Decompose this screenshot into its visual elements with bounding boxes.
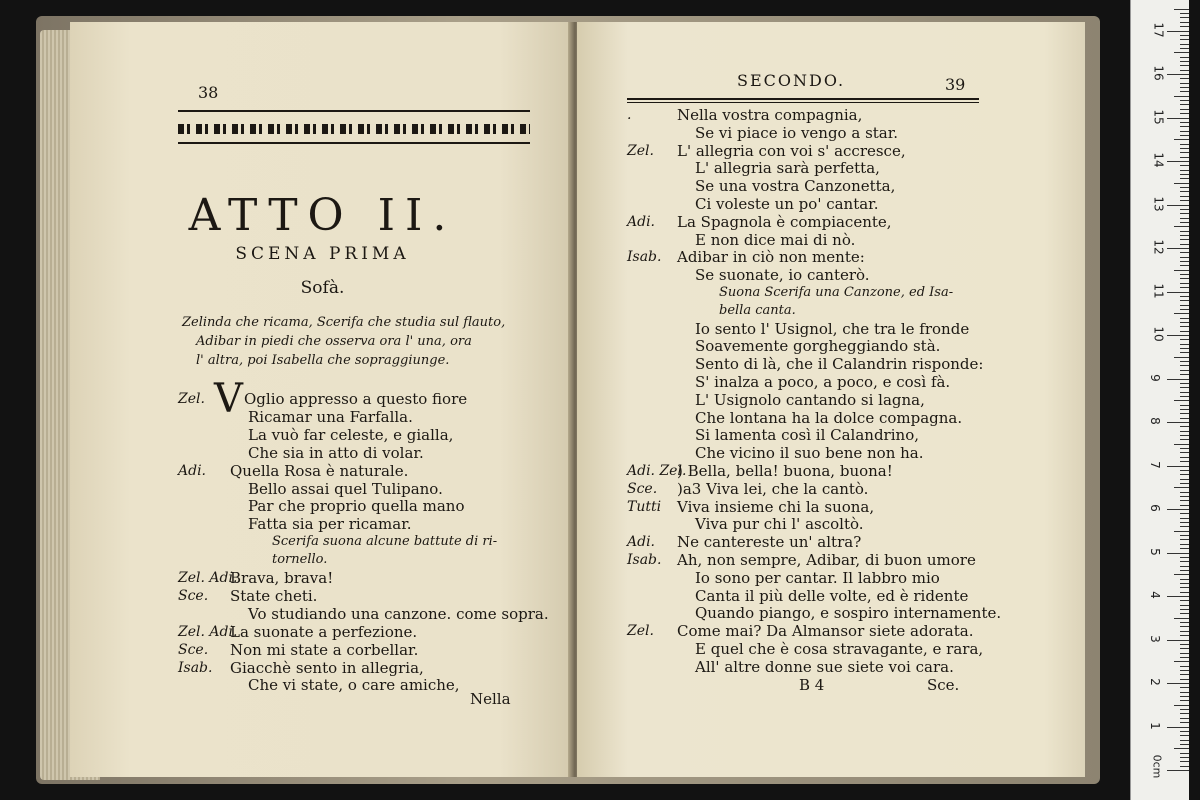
ruler-tick [1180, 744, 1189, 745]
header-rule [627, 98, 979, 100]
ruler-tick [1167, 683, 1189, 684]
ruler-tick [1180, 579, 1189, 580]
ruler-number: 5 [1147, 547, 1162, 556]
ruler-tick [1180, 318, 1189, 319]
ruler-tick [1180, 352, 1189, 353]
ruler-tick [1180, 692, 1189, 693]
ruler-tick [1180, 178, 1189, 179]
verse-line: Bello assai quel Tulipano. [248, 479, 443, 498]
ruler-tick [1180, 761, 1189, 762]
stage-direction-line: Zelinda che ricama, Scerifa che studia sul flauto, [182, 315, 506, 330]
ruler-tick [1180, 526, 1189, 527]
ruler-tick [1180, 696, 1189, 697]
ruler-tick [1180, 257, 1189, 258]
ruler-tick [1167, 292, 1189, 293]
ruler-number: 6 [1147, 504, 1162, 512]
ruler-tick [1180, 713, 1189, 714]
verse-line: Non mi state a corbellar. [230, 640, 419, 659]
ruler-number: 15 [1151, 108, 1166, 125]
ruler-tick [1180, 87, 1189, 88]
ruler-tick [1180, 644, 1189, 645]
ruler-tick [1180, 70, 1189, 71]
speaker-label: Zel. Adi. [178, 623, 238, 640]
verse-line: Soavemente gorgheggiando stà. [695, 337, 941, 356]
ruler-tick [1180, 187, 1189, 188]
ruler-tick [1174, 618, 1189, 619]
ruler-tick [1180, 557, 1189, 558]
ruler-tick [1180, 505, 1189, 506]
ruler-tick [1180, 157, 1189, 158]
ruler-tick [1180, 17, 1189, 18]
ruler-number: 12 [1151, 239, 1166, 255]
ruler-tick [1180, 418, 1189, 419]
ruler-tick [1167, 727, 1189, 728]
ruler-tick [1167, 118, 1189, 119]
ruler-tick [1174, 9, 1189, 10]
ruler-number: 1 [1147, 721, 1162, 730]
verse-line: Ah, non sempre, Adibar, di buon umore [677, 551, 976, 569]
ruler-tick [1180, 766, 1189, 767]
ruler-number: 17 [1151, 21, 1166, 38]
ruler-tick [1180, 348, 1189, 349]
ruler-tick [1180, 548, 1189, 549]
ruler-tick [1167, 509, 1189, 510]
ruler-tick [1180, 265, 1189, 266]
ruler-tick [1180, 283, 1189, 284]
verse-line: Nella vostra compagnia, [677, 106, 863, 124]
ruler-tick [1174, 487, 1189, 488]
verse-line: S' inalza a poco, a poco, e così fà. [695, 373, 951, 391]
verse-line: L' Usignolo cantando si lagna, [695, 390, 925, 409]
ruler-tick [1180, 722, 1189, 723]
ruler-tick [1180, 78, 1189, 79]
ruler-tick [1180, 674, 1189, 675]
ruler-tick [1180, 244, 1189, 245]
ruler-tick [1174, 661, 1189, 662]
ruler-tick [1180, 600, 1189, 601]
ruler-tick [1180, 287, 1189, 288]
ruler-tick [1180, 535, 1189, 536]
verse-line: Fatta sia per ricamar. [248, 515, 412, 534]
ruler-tick [1180, 122, 1189, 123]
speaker-label: . [627, 107, 632, 123]
ruler-tick [1174, 96, 1189, 97]
speaker-label: Isab. [627, 249, 662, 266]
ruler-tick [1180, 326, 1189, 327]
ruler-tick [1180, 174, 1189, 175]
verse-line: Che lontana ha la dolce compagna. [695, 408, 963, 427]
ruler-tick [1180, 392, 1189, 393]
ruler-tick [1180, 461, 1189, 462]
ruler-unit: 0cm [1150, 754, 1164, 779]
right-catchword: Sce. [927, 676, 960, 694]
ruler-number: 4 [1147, 591, 1162, 599]
left-catchword: Nella [470, 690, 511, 708]
speaker-label: Sce. [178, 641, 209, 658]
verse-line: Viva insieme chi la suona, [677, 497, 875, 516]
ruler-tick [1180, 439, 1189, 440]
scene-title: SCENA PRIMA [235, 244, 410, 264]
ruler-tick [1180, 587, 1189, 588]
ruler-tick [1180, 65, 1189, 66]
scene-setting: Sofà. [300, 278, 345, 298]
stage-direction-line: tornello. [272, 552, 328, 568]
verse-line: Quando piango, e sospiro internamente. [695, 604, 1002, 623]
ruler-tick [1180, 513, 1189, 514]
ruler-tick [1174, 270, 1189, 271]
ruler-tick [1180, 213, 1189, 214]
ruler-tick [1180, 561, 1189, 562]
ruler-tick [1180, 474, 1189, 475]
ruler-tick [1180, 191, 1189, 192]
ruler-tick [1180, 22, 1189, 23]
verse-line: Si lamenta così il Calandrino, [695, 426, 919, 445]
ruler-tick [1180, 740, 1189, 741]
ruler-tick [1180, 657, 1189, 658]
ruler-tick [1180, 100, 1189, 101]
running-head: SECONDO. [737, 71, 846, 90]
verse-line: Sento di là, che il Calandrin risponde: [695, 355, 984, 374]
ruler-tick [1180, 144, 1189, 145]
ruler-tick [1167, 422, 1189, 423]
speaker-label: Zel. [627, 142, 654, 159]
stage-direction-line: Adibar in piedi che osserva ora l' una, ora [196, 334, 472, 349]
ruler-tick [1167, 466, 1189, 467]
stage-direction-line: Scerifa suona alcune battute di ri- [272, 534, 498, 550]
ruler-number: 9 [1147, 373, 1162, 382]
verse-line: La Spagnola è compiacente, [677, 212, 892, 231]
verse-line: Se vi piace io vengo a star. [695, 123, 899, 142]
header-rule-thin [627, 102, 979, 103]
verse-line: Ne cantereste un' altra? [677, 533, 862, 552]
ruler-tick [1174, 705, 1189, 706]
ruler-tick [1174, 400, 1189, 401]
ruler-tick [1174, 444, 1189, 445]
ruler-tick [1180, 431, 1189, 432]
ruler-number: 10 [1151, 326, 1166, 342]
verse-line: Come mai? Da Almansor siete adorata. [677, 622, 974, 641]
header-ornament [178, 124, 530, 134]
ruler-tick [1174, 226, 1189, 227]
ruler-tick [1180, 48, 1189, 49]
verse-line: )a3 Viva lei, che la cantò. [677, 479, 869, 498]
speaker-label: Adi. [178, 462, 206, 479]
ruler-tick [1180, 387, 1189, 388]
ruler-tick [1180, 309, 1189, 310]
speaker-label: Sce. [627, 480, 658, 497]
ruler-tick [1180, 305, 1189, 306]
verse-line: E quel che è cosa stravagante, e rara, [695, 640, 984, 658]
ruler-tick [1180, 300, 1189, 301]
ruler-tick [1180, 104, 1189, 105]
ruler-tick [1180, 374, 1189, 375]
ruler-tick [1180, 35, 1189, 36]
ruler-tick [1180, 296, 1189, 297]
verse-line: Vo studiando una canzone. come sopra. [248, 604, 549, 623]
ruler-number: 14 [1151, 152, 1166, 168]
verse-line: La vuò far celeste, e gialla, [248, 425, 454, 444]
speaker-label: Zel. Adi. [178, 570, 238, 586]
ruler-tick [1180, 148, 1189, 149]
ruler-tick [1180, 635, 1189, 636]
verse-line: Adibar in ciò non mente: [677, 248, 865, 267]
ruler-tick [1180, 492, 1189, 493]
left-page-number: 38 [198, 83, 219, 102]
ruler-tick [1180, 109, 1189, 110]
verse-line: Canta il più delle volte, ed è ridente [695, 586, 969, 605]
ruler-tick [1180, 409, 1189, 410]
ruler-tick [1180, 457, 1189, 458]
ruler-tick [1180, 448, 1189, 449]
ruler-tick [1174, 183, 1189, 184]
verse-line: Io sento l' Usignol, che tra le fronde [695, 319, 970, 338]
ruler-tick [1180, 405, 1189, 406]
ruler-tick [1180, 91, 1189, 92]
ruler-tick [1180, 44, 1189, 45]
speaker-label: Isab. [627, 552, 662, 568]
verse-line: Oglio appresso a questo fiore [244, 390, 468, 408]
ruler-tick [1180, 165, 1189, 166]
ruler-tick [1180, 522, 1189, 523]
verse-line: Par che proprio quella mano [248, 497, 465, 516]
ruler-tick [1180, 396, 1189, 397]
ruler-tick [1180, 479, 1189, 480]
stage-direction-line: Suona Scerifa una Canzone, ed Isa- [719, 285, 954, 300]
ruler-tick [1180, 383, 1189, 384]
header-rule-top [178, 110, 530, 112]
ruler-tick [1180, 709, 1189, 710]
ruler-tick [1180, 435, 1189, 436]
ruler-tick [1167, 74, 1189, 75]
verse-line: Ci voleste un po' cantar. [695, 195, 879, 213]
ruler-tick [1180, 370, 1189, 371]
ruler-tick [1180, 470, 1189, 471]
ruler-tick [1180, 653, 1189, 654]
left-page [70, 22, 575, 777]
verse-line: ) Bella, bella! buona, buona! [677, 462, 893, 480]
ruler-tick [1167, 205, 1189, 206]
ruler-tick [1180, 344, 1189, 345]
right-page [577, 22, 1085, 777]
verse-line: L' allegria sarà perfetta, [695, 159, 880, 178]
verse-line: Se una vostra Canzonetta, [695, 177, 896, 196]
ruler-tick [1180, 322, 1189, 323]
verse-line: State cheti. [230, 586, 318, 605]
verse-line: Se suonate, io canterò. [695, 266, 870, 285]
ruler-tick [1180, 735, 1189, 736]
verse-line: E non dice mai di nò. [695, 230, 856, 249]
ruler-tick [1180, 209, 1189, 210]
ruler-tick [1180, 261, 1189, 262]
speaker-label: Adi. [627, 534, 655, 551]
ruler-tick [1180, 570, 1189, 571]
ruler-tick [1180, 583, 1189, 584]
ruler-tick [1167, 596, 1189, 597]
ruler-tick [1180, 26, 1189, 27]
verse-line: Ricamar una Farfalla. [248, 407, 413, 426]
ruler-tick [1174, 139, 1189, 140]
act-title: ATTO II. [188, 190, 457, 241]
ruler-tick [1180, 753, 1189, 754]
ruler-tick [1180, 61, 1189, 62]
speaker-label: Adi. Zel. [627, 463, 687, 479]
ruler-tick [1167, 640, 1189, 641]
ruler-tick [1180, 231, 1189, 232]
speaker-label: Sce. [178, 587, 209, 604]
ruler-tick [1180, 518, 1189, 519]
ruler-tick [1174, 748, 1189, 749]
ruler-number: 13 [1151, 195, 1166, 212]
header-rule-bottom [178, 142, 530, 144]
speaker-label: Zel. [627, 623, 654, 640]
ruler-tick [1180, 13, 1189, 14]
speaker-label: Tutti [627, 498, 662, 515]
ruler-tick [1180, 613, 1189, 614]
ruler-number: 16 [1151, 65, 1166, 81]
ruler-tick [1180, 152, 1189, 153]
signature-mark: B 4 [799, 676, 825, 694]
verse-line: La suonate a perfezione. [230, 622, 418, 641]
ruler-tick [1167, 770, 1189, 771]
ruler-tick [1180, 622, 1189, 623]
ruler-tick [1180, 278, 1189, 279]
ruler-tick [1180, 274, 1189, 275]
ruler-tick [1180, 731, 1189, 732]
verse-line: Che vi state, o care amiche, [248, 676, 460, 695]
ruler-tick [1180, 566, 1189, 567]
verse-line: Quella Rosa è naturale. [230, 461, 409, 480]
ruler-tick [1180, 544, 1189, 545]
ruler-tick [1180, 331, 1189, 332]
ruler-tick [1180, 483, 1189, 484]
ruler-tick [1180, 426, 1189, 427]
verse-line: Brava, brava! [230, 569, 334, 587]
ruler-tick [1180, 539, 1189, 540]
ruler-tick [1167, 31, 1189, 32]
verse-line: Io sono per cantar. Il labbro mio [695, 568, 940, 587]
ruler-tick [1180, 631, 1189, 632]
ruler-tick [1174, 531, 1189, 532]
ruler-tick [1180, 670, 1189, 671]
ruler-tick [1180, 339, 1189, 340]
drop-cap: V [214, 376, 243, 422]
ruler-number: 11 [1151, 282, 1166, 299]
ruler-tick [1167, 379, 1189, 380]
ruler-tick [1180, 757, 1189, 758]
ruler-tick [1180, 39, 1189, 40]
verse-line: Viva pur chi l' ascoltò. [695, 515, 864, 534]
ruler-tick [1180, 239, 1189, 240]
ruler-tick [1180, 83, 1189, 84]
ruler-tick [1180, 135, 1189, 136]
ruler-tick [1180, 196, 1189, 197]
speaker-label: Zel. [178, 391, 205, 407]
ruler-tick [1180, 252, 1189, 253]
ruler-number: 7 [1147, 460, 1162, 469]
ruler-tick [1174, 357, 1189, 358]
speaker-label: Adi. [627, 213, 655, 230]
ruler-number: 3 [1147, 634, 1162, 643]
ruler-tick [1180, 648, 1189, 649]
ruler-tick [1174, 574, 1189, 575]
verse-line: Che sia in atto di volar. [248, 443, 424, 462]
ruler-tick [1180, 666, 1189, 667]
measurement-ruler [1130, 0, 1189, 800]
ruler-tick [1180, 235, 1189, 236]
ruler-tick [1180, 361, 1189, 362]
ruler-tick [1180, 413, 1189, 414]
ruler-tick [1180, 222, 1189, 223]
ruler-tick [1180, 687, 1189, 688]
ruler-tick [1167, 161, 1189, 162]
ruler-tick [1174, 52, 1189, 53]
ruler-tick [1167, 335, 1189, 336]
ruler-tick [1180, 170, 1189, 171]
verse-line: Che vicino il suo bene non ha. [695, 444, 924, 463]
ruler-tick [1180, 131, 1189, 132]
right-page-number: 39 [945, 75, 966, 94]
ruler-tick [1167, 248, 1189, 249]
verse-line: Giacchè sento in allegria, [230, 658, 424, 677]
ruler-tick [1180, 609, 1189, 610]
ruler-tick [1180, 605, 1189, 606]
ruler-tick [1180, 626, 1189, 627]
ruler-tick [1174, 313, 1189, 314]
ruler-tick [1180, 365, 1189, 366]
ruler-tick [1180, 496, 1189, 497]
ruler-tick [1180, 218, 1189, 219]
ruler-tick [1180, 700, 1189, 701]
ruler-tick [1180, 126, 1189, 127]
ruler-number: 8 [1147, 417, 1162, 425]
ruler-tick [1180, 679, 1189, 680]
ruler-number: 2 [1147, 678, 1162, 686]
ruler-tick [1180, 718, 1189, 719]
stage-direction-line: l' altra, poi Isabella che sopraggiunge. [196, 353, 450, 368]
ruler-tick [1180, 592, 1189, 593]
ruler-tick [1180, 500, 1189, 501]
verse-line: All' altre donne sue siete voi cara. [695, 657, 954, 676]
stage-direction-line: bella canta. [719, 302, 796, 318]
ruler-tick [1180, 113, 1189, 114]
verse-line: L' allegria con voi s' accresce, [677, 141, 906, 160]
ruler-tick [1167, 553, 1189, 554]
speaker-label: Isab. [178, 659, 213, 676]
ruler-tick [1180, 57, 1189, 58]
ruler-tick [1180, 200, 1189, 201]
ruler-tick [1180, 452, 1189, 453]
